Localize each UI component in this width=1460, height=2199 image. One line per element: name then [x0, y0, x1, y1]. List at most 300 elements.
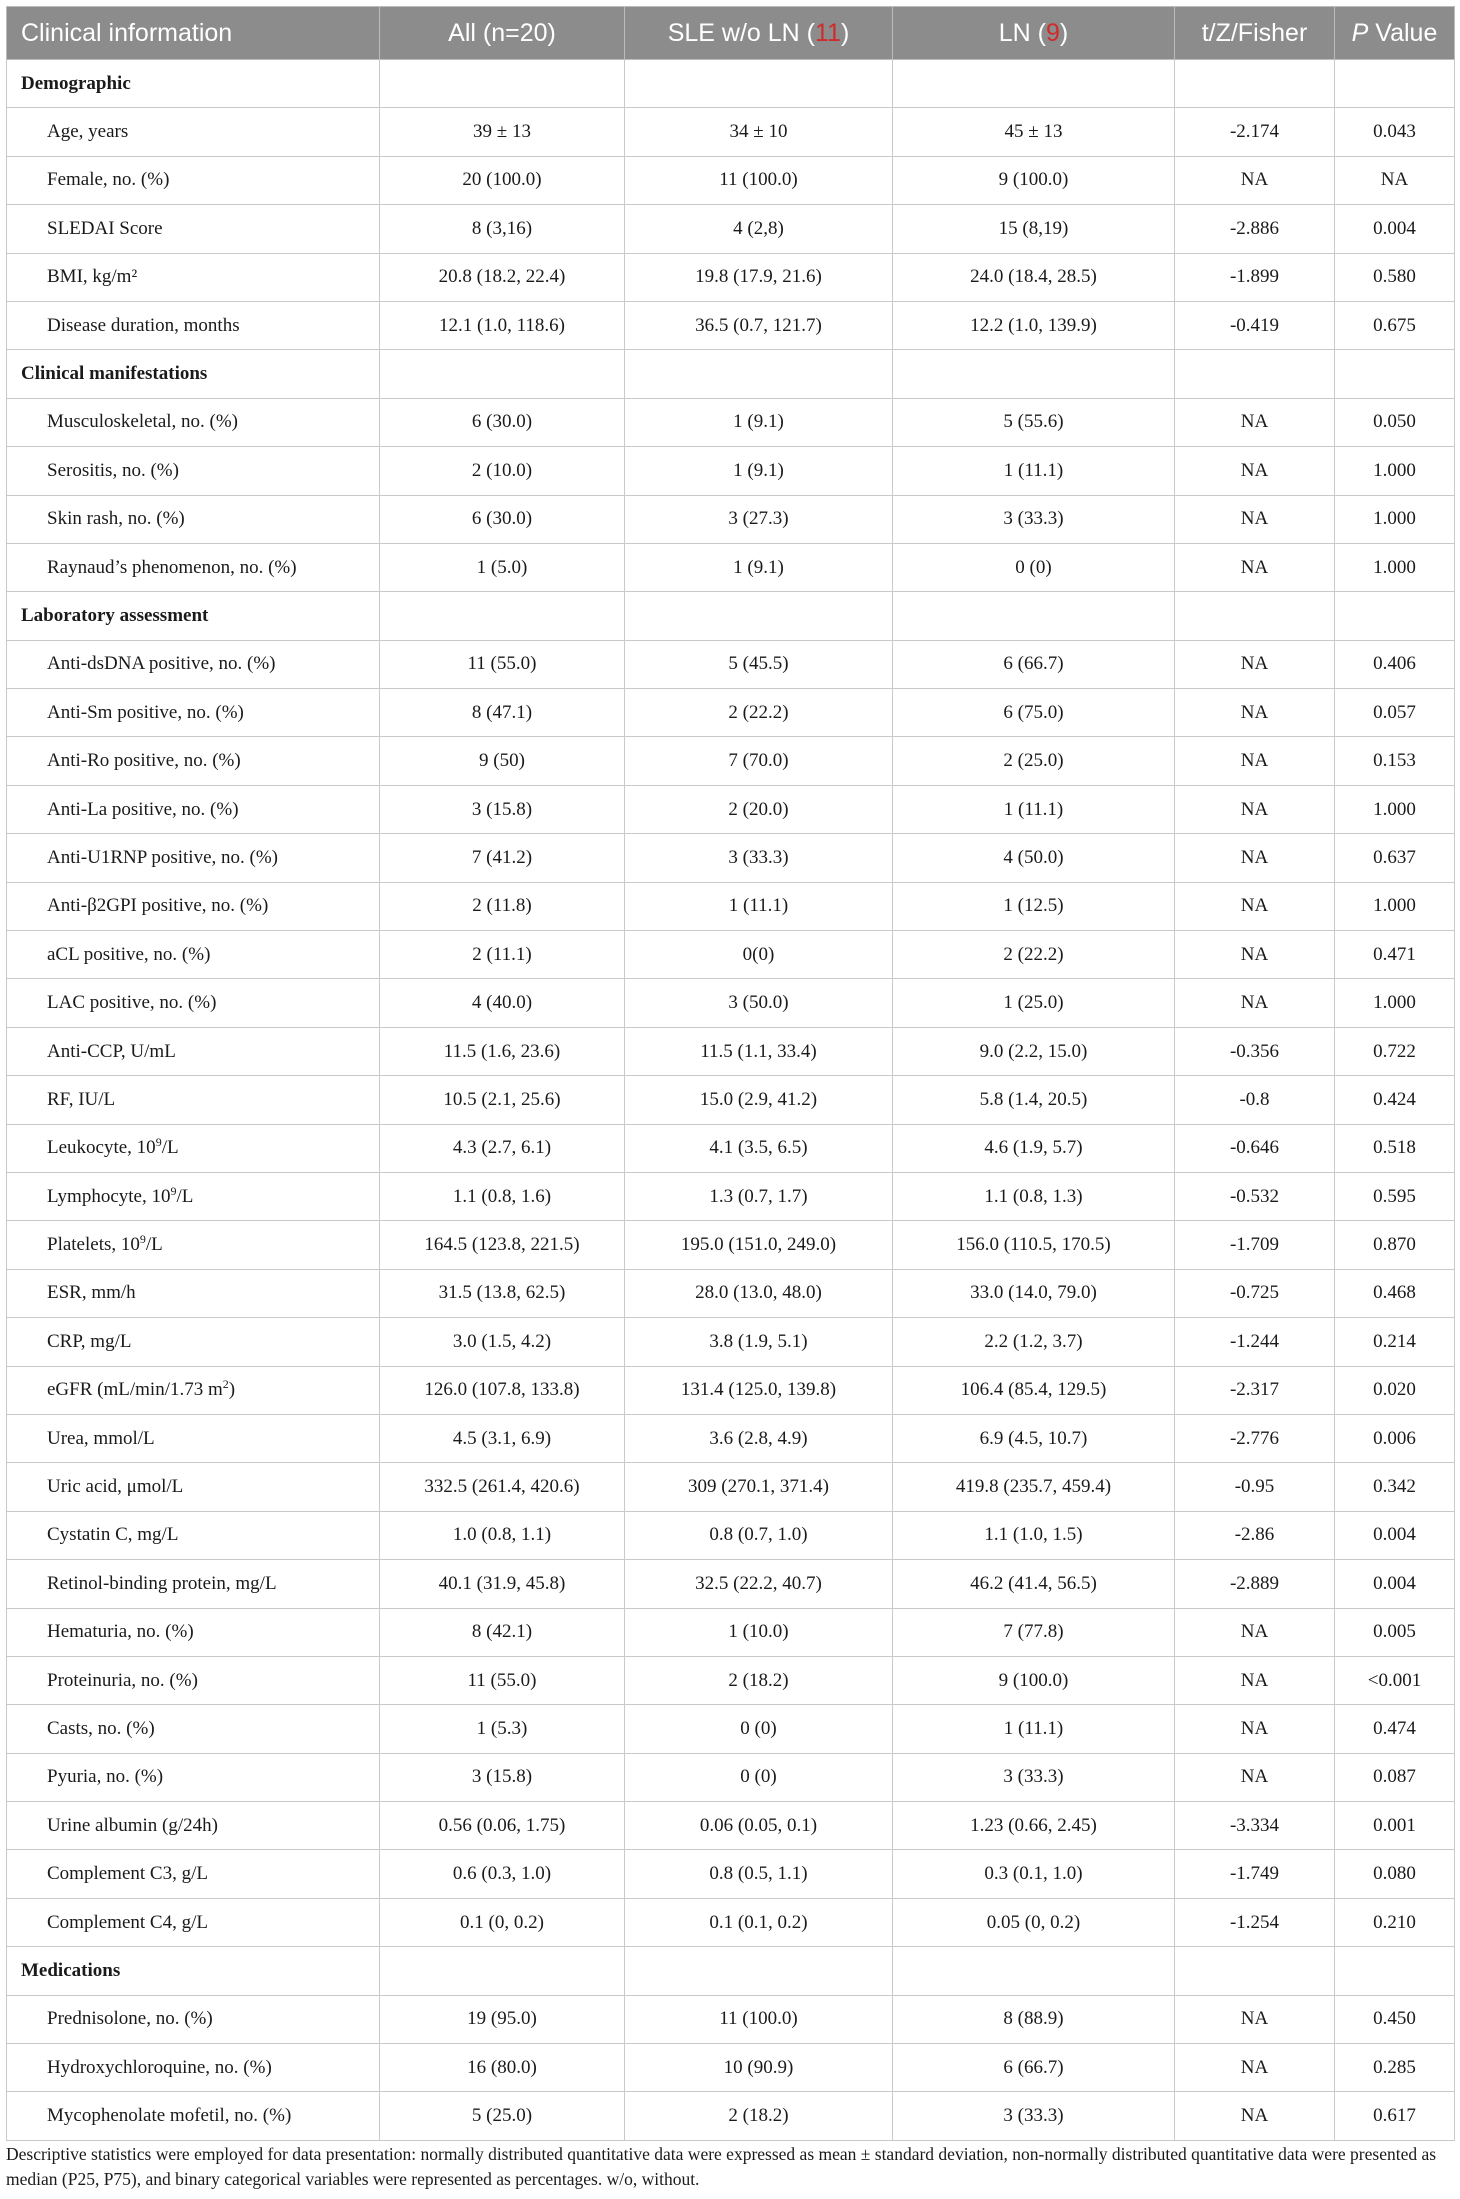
cell-test-statistic: -0.95 [1175, 1463, 1335, 1511]
row-label-text: Anti-Sm positive, no. (%) [47, 701, 244, 723]
row-label [7, 156, 380, 204]
cell-all: 3 (15.8) [380, 1753, 625, 1801]
header-row [7, 7, 1455, 60]
row-label-text: Anti-dsDNA positive, no. (%) [47, 653, 276, 675]
row-label [7, 1753, 380, 1801]
table-row [7, 1753, 1455, 1801]
cell-all: 5 (25.0) [380, 2092, 625, 2140]
cell-all: 4 (40.0) [380, 979, 625, 1027]
cell-test-statistic: -0.419 [1175, 301, 1335, 349]
cell-all: 1 (5.3) [380, 1705, 625, 1753]
row-label-text: Lymphocyte, 10 [47, 1185, 171, 1207]
empty-cell [1175, 1947, 1335, 1995]
row-label-suffix: ) [228, 1379, 236, 1401]
table-header [7, 7, 1455, 60]
table-row [7, 1076, 1455, 1124]
cell-ln: 1 (11.1) [893, 447, 1175, 495]
cell-p-value: 0.580 [1335, 253, 1455, 301]
cell-p-value: 0.595 [1335, 1172, 1455, 1220]
header-ln-suffix: ) [1059, 18, 1069, 47]
cell-all: 40.1 (31.9, 45.8) [380, 1560, 625, 1608]
cell-p-value: 0.020 [1335, 1366, 1455, 1414]
cell-ln: 45 ± 13 [893, 108, 1175, 156]
row-label [7, 1560, 380, 1608]
cell-sle-without-ln: 0.8 (0.5, 1.1) [625, 1850, 893, 1898]
cell-all: 3.0 (1.5, 4.2) [380, 1318, 625, 1366]
cell-p-value: 0.080 [1335, 1850, 1455, 1898]
table-row [7, 1027, 1455, 1075]
cell-sle-without-ln: 3 (33.3) [625, 834, 893, 882]
cell-ln: 24.0 (18.4, 28.5) [893, 253, 1175, 301]
row-label [7, 640, 380, 688]
cell-all: 0.1 (0, 0.2) [380, 1898, 625, 1946]
row-label [7, 1898, 380, 1946]
cell-p-value: 0.057 [1335, 689, 1455, 737]
row-label-text: RF, IU/L [47, 1088, 116, 1110]
cell-test-statistic: NA [1175, 1608, 1335, 1656]
row-label-text: Urine albumin (g/24h) [47, 1814, 218, 1836]
cell-sle-without-ln: 19.8 (17.9, 21.6) [625, 253, 893, 301]
cell-sle-without-ln: 1 (9.1) [625, 398, 893, 446]
cell-ln: 419.8 (235.7, 459.4) [893, 1463, 1175, 1511]
cell-sle-without-ln: 34 ± 10 [625, 108, 893, 156]
empty-cell [380, 592, 625, 640]
empty-cell [1335, 592, 1455, 640]
table-row [7, 543, 1455, 591]
table-row [7, 1802, 1455, 1850]
header-ln-n: 9 [1046, 18, 1060, 47]
empty-cell [380, 60, 625, 108]
table-body [7, 60, 1455, 2141]
row-label [7, 1608, 380, 1656]
cell-p-value: 0.870 [1335, 1221, 1455, 1269]
cell-ln: 9.0 (2.2, 15.0) [893, 1027, 1175, 1075]
empty-cell [380, 1947, 625, 1995]
cell-test-statistic: -1.749 [1175, 1850, 1335, 1898]
cell-all: 16 (80.0) [380, 2044, 625, 2092]
cell-ln: 33.0 (14.0, 79.0) [893, 1269, 1175, 1317]
row-label [7, 1656, 380, 1704]
cell-test-statistic: -0.725 [1175, 1269, 1335, 1317]
cell-ln: 4 (50.0) [893, 834, 1175, 882]
cell-all: 10.5 (2.1, 25.6) [380, 1076, 625, 1124]
table-row [7, 1463, 1455, 1511]
row-label-text: Hydroxychloroquine, no. (%) [47, 2056, 272, 2078]
cell-sle-without-ln: 5 (45.5) [625, 640, 893, 688]
table-row [7, 834, 1455, 882]
row-label [7, 398, 380, 446]
cell-sle-without-ln: 3 (27.3) [625, 495, 893, 543]
row-label-text: SLEDAI Score [47, 217, 163, 239]
header-sle-prefix: SLE w/o LN ( [667, 18, 815, 47]
table-row [7, 931, 1455, 979]
empty-cell [1335, 60, 1455, 108]
row-label-suffix: /L [145, 1234, 163, 1256]
cell-ln: 1.1 (0.8, 1.3) [893, 1172, 1175, 1220]
cell-all: 8 (42.1) [380, 1608, 625, 1656]
cell-sle-without-ln: 32.5 (22.2, 40.7) [625, 1560, 893, 1608]
cell-ln: 6 (75.0) [893, 689, 1175, 737]
cell-p-value: 0.004 [1335, 1560, 1455, 1608]
cell-test-statistic: -2.86 [1175, 1511, 1335, 1559]
row-label-text: Urea, mmol/L [47, 1427, 155, 1449]
row-label-text: Anti-La positive, no. (%) [47, 798, 239, 820]
cell-test-statistic: -2.889 [1175, 1560, 1335, 1608]
table-row [7, 1656, 1455, 1704]
cell-all: 20.8 (18.2, 22.4) [380, 253, 625, 301]
row-label-text: Serositis, no. (%) [47, 459, 179, 481]
cell-sle-without-ln: 3 (50.0) [625, 979, 893, 1027]
row-label-text: Age, years [47, 121, 129, 143]
table-row [7, 882, 1455, 930]
cell-ln: 2 (25.0) [893, 737, 1175, 785]
cell-test-statistic: -2.317 [1175, 1366, 1335, 1414]
cell-test-statistic: -1.899 [1175, 253, 1335, 301]
table-row [7, 398, 1455, 446]
row-label [7, 1705, 380, 1753]
row-label-text: CRP, mg/L [47, 1330, 132, 1352]
table-row [7, 1172, 1455, 1220]
cell-p-value: 0.210 [1335, 1898, 1455, 1946]
row-label-text: aCL positive, no. (%) [47, 943, 211, 965]
cell-sle-without-ln: 36.5 (0.7, 121.7) [625, 301, 893, 349]
cell-all: 12.1 (1.0, 118.6) [380, 301, 625, 349]
section-heading: Laboratory assessment [7, 592, 380, 640]
cell-ln: 1 (11.1) [893, 785, 1175, 833]
row-label [7, 1463, 380, 1511]
cell-all: 9 (50) [380, 737, 625, 785]
row-label-text: Anti-U1RNP positive, no. (%) [47, 846, 278, 868]
table-row [7, 785, 1455, 833]
table-row [7, 495, 1455, 543]
cell-p-value: 0.471 [1335, 931, 1455, 979]
row-label [7, 1995, 380, 2043]
cell-test-statistic: NA [1175, 1656, 1335, 1704]
row-label-suffix: /L [176, 1185, 194, 1207]
row-label-text: Proteinuria, no. (%) [47, 1669, 198, 1691]
cell-ln: 9 (100.0) [893, 156, 1175, 204]
cell-p-value: 0.006 [1335, 1414, 1455, 1462]
cell-ln: 12.2 (1.0, 139.9) [893, 301, 1175, 349]
empty-cell [1335, 1947, 1455, 1995]
empty-cell [625, 350, 893, 398]
row-label-text: Anti-β2GPI positive, no. (%) [47, 895, 269, 917]
row-label-text: LAC positive, no. (%) [47, 992, 217, 1014]
header-all: All (n=20) [380, 7, 625, 60]
row-label [7, 979, 380, 1027]
empty-cell [1175, 592, 1335, 640]
cell-sle-without-ln: 15.0 (2.9, 41.2) [625, 1076, 893, 1124]
cell-test-statistic: -1.709 [1175, 1221, 1335, 1269]
row-label-text: Disease duration, months [47, 314, 240, 336]
cell-test-statistic: NA [1175, 1705, 1335, 1753]
cell-test-statistic: -0.646 [1175, 1124, 1335, 1172]
cell-test-statistic: NA [1175, 156, 1335, 204]
cell-all: 19 (95.0) [380, 1995, 625, 2043]
cell-all: 1 (5.0) [380, 543, 625, 591]
row-label-superscript: 9 [155, 1135, 162, 1150]
cell-p-value: 1.000 [1335, 882, 1455, 930]
cell-test-statistic: -2.174 [1175, 108, 1335, 156]
cell-sle-without-ln: 0(0) [625, 931, 893, 979]
cell-test-statistic: -3.334 [1175, 1802, 1335, 1850]
row-label [7, 785, 380, 833]
cell-ln: 2.2 (1.2, 3.7) [893, 1318, 1175, 1366]
row-label-text: Retinol-binding protein, mg/L [47, 1572, 277, 1594]
row-label [7, 1414, 380, 1462]
row-label-superscript: 2 [222, 1377, 229, 1392]
row-label [7, 543, 380, 591]
cell-all: 7 (41.2) [380, 834, 625, 882]
cell-p-value: 0.087 [1335, 1753, 1455, 1801]
header-sle-without-ln [625, 7, 893, 60]
cell-test-statistic: NA [1175, 689, 1335, 737]
cell-ln: 9 (100.0) [893, 1656, 1175, 1704]
cell-p-value: NA [1335, 156, 1455, 204]
cell-test-statistic: NA [1175, 834, 1335, 882]
cell-sle-without-ln: 2 (22.2) [625, 689, 893, 737]
table-row [7, 689, 1455, 737]
cell-p-value: 0.050 [1335, 398, 1455, 446]
cell-test-statistic: NA [1175, 2044, 1335, 2092]
cell-p-value: 0.617 [1335, 2092, 1455, 2140]
cell-all: 6 (30.0) [380, 495, 625, 543]
row-label-text: BMI, kg/m² [47, 266, 138, 288]
row-label-text: Skin rash, no. (%) [47, 508, 185, 530]
empty-cell [625, 1947, 893, 1995]
row-label-text: Pyuria, no. (%) [47, 1766, 164, 1788]
cell-ln: 3 (33.3) [893, 1753, 1175, 1801]
cell-test-statistic: -2.886 [1175, 205, 1335, 253]
table-row [7, 2092, 1455, 2140]
section-row [7, 592, 1455, 640]
cell-ln: 8 (88.9) [893, 1995, 1175, 2043]
row-label-text: Anti-Ro positive, no. (%) [47, 750, 241, 772]
cell-ln: 3 (33.3) [893, 2092, 1175, 2140]
row-label [7, 1850, 380, 1898]
cell-p-value: 1.000 [1335, 785, 1455, 833]
cell-all: 11 (55.0) [380, 1656, 625, 1704]
cell-all: 2 (11.1) [380, 931, 625, 979]
cell-ln: 7 (77.8) [893, 1608, 1175, 1656]
cell-ln: 1.1 (1.0, 1.5) [893, 1511, 1175, 1559]
cell-sle-without-ln: 7 (70.0) [625, 737, 893, 785]
header-p-rest: Value [1368, 18, 1438, 47]
row-label-text: Complement C3, g/L [47, 1863, 208, 1885]
cell-p-value: 0.214 [1335, 1318, 1455, 1366]
row-label [7, 253, 380, 301]
cell-all: 8 (3,16) [380, 205, 625, 253]
empty-cell [625, 592, 893, 640]
table-row [7, 1995, 1455, 2043]
row-label-text: Anti-CCP, U/mL [47, 1040, 176, 1062]
row-label-text: Uric acid, μmol/L [47, 1476, 184, 1498]
table-footnote: Descriptive statistics were employed for data presentation: normally distributed quantitative data were expressed as mean ± standard deviation, non-normally distributed quantitative data were presented as median (P25, P75), and binary categorical variables were represented as percentages. w/o, without. [6, 2144, 1437, 2189]
cell-p-value: 0.468 [1335, 1269, 1455, 1317]
row-label [7, 495, 380, 543]
clinical-table-container [6, 6, 1454, 2141]
empty-cell [625, 60, 893, 108]
cell-ln: 0.05 (0, 0.2) [893, 1898, 1175, 1946]
table-row [7, 205, 1455, 253]
cell-p-value: 0.406 [1335, 640, 1455, 688]
cell-sle-without-ln: 0.1 (0.1, 0.2) [625, 1898, 893, 1946]
cell-ln: 46.2 (41.4, 56.5) [893, 1560, 1175, 1608]
row-label-text: eGFR (mL/min/1.73 m [47, 1379, 223, 1401]
header-p-value [1335, 7, 1455, 60]
cell-all: 1.1 (0.8, 1.6) [380, 1172, 625, 1220]
cell-sle-without-ln: 1 (9.1) [625, 447, 893, 495]
table-row [7, 1269, 1455, 1317]
cell-ln: 106.4 (85.4, 129.5) [893, 1366, 1175, 1414]
header-test-statistic: t/Z/Fisher [1175, 7, 1335, 60]
cell-sle-without-ln: 11 (100.0) [625, 1995, 893, 2043]
cell-p-value: 1.000 [1335, 447, 1455, 495]
table-row [7, 2044, 1455, 2092]
cell-p-value: 0.722 [1335, 1027, 1455, 1075]
row-label-text: Platelets, 10 [47, 1234, 140, 1256]
table-row [7, 979, 1455, 1027]
row-label [7, 1802, 380, 1850]
cell-sle-without-ln: 1.3 (0.7, 1.7) [625, 1172, 893, 1220]
cell-sle-without-ln: 3.8 (1.9, 5.1) [625, 1318, 893, 1366]
cell-sle-without-ln: 28.0 (13.0, 48.0) [625, 1269, 893, 1317]
empty-cell [893, 1947, 1175, 1995]
cell-test-statistic: NA [1175, 2092, 1335, 2140]
row-label-superscript: 9 [139, 1232, 146, 1247]
cell-test-statistic: NA [1175, 543, 1335, 591]
cell-test-statistic: NA [1175, 447, 1335, 495]
section-heading: Medications [7, 1947, 380, 1995]
cell-ln: 2 (22.2) [893, 931, 1175, 979]
empty-cell [1175, 350, 1335, 398]
section-row [7, 350, 1455, 398]
table-row [7, 1511, 1455, 1559]
row-label [7, 931, 380, 979]
cell-sle-without-ln: 0 (0) [625, 1705, 893, 1753]
cell-all: 20 (100.0) [380, 156, 625, 204]
cell-ln: 0 (0) [893, 543, 1175, 591]
empty-cell [1175, 60, 1335, 108]
cell-p-value: 0.004 [1335, 205, 1455, 253]
cell-ln: 5.8 (1.4, 20.5) [893, 1076, 1175, 1124]
row-label [7, 1221, 380, 1269]
cell-p-value: 0.450 [1335, 1995, 1455, 2043]
cell-all: 1.0 (0.8, 1.1) [380, 1511, 625, 1559]
cell-p-value: 1.000 [1335, 495, 1455, 543]
cell-p-value: 0.342 [1335, 1463, 1455, 1511]
row-label [7, 689, 380, 737]
row-label-text: Complement C4, g/L [47, 1911, 208, 1933]
cell-ln: 4.6 (1.9, 5.7) [893, 1124, 1175, 1172]
cell-ln: 6.9 (4.5, 10.7) [893, 1414, 1175, 1462]
cell-all: 164.5 (123.8, 221.5) [380, 1221, 625, 1269]
cell-p-value: 0.518 [1335, 1124, 1455, 1172]
row-label [7, 2092, 380, 2140]
cell-ln: 1 (25.0) [893, 979, 1175, 1027]
row-label-text: Cystatin C, mg/L [47, 1524, 179, 1546]
clinical-information-table [6, 6, 1455, 2141]
row-label-superscript: 9 [170, 1183, 177, 1198]
row-label-text: ESR, mm/h [47, 1282, 136, 1304]
cell-sle-without-ln: 11 (100.0) [625, 156, 893, 204]
cell-all: 6 (30.0) [380, 398, 625, 446]
cell-all: 126.0 (107.8, 133.8) [380, 1366, 625, 1414]
cell-ln: 6 (66.7) [893, 2044, 1175, 2092]
cell-all: 39 ± 13 [380, 108, 625, 156]
section-row [7, 60, 1455, 108]
cell-sle-without-ln: 1 (9.1) [625, 543, 893, 591]
row-label [7, 301, 380, 349]
cell-ln: 1.23 (0.66, 2.45) [893, 1802, 1175, 1850]
cell-sle-without-ln: 0.06 (0.05, 0.1) [625, 1802, 893, 1850]
cell-p-value: 0.043 [1335, 108, 1455, 156]
table-row [7, 1366, 1455, 1414]
table-row [7, 1608, 1455, 1656]
cell-test-statistic: NA [1175, 398, 1335, 446]
header-ln-prefix: LN ( [998, 18, 1046, 47]
table-row [7, 1898, 1455, 1946]
cell-test-statistic: NA [1175, 1995, 1335, 2043]
section-heading: Demographic [7, 60, 380, 108]
empty-cell [1335, 350, 1455, 398]
cell-sle-without-ln: 4.1 (3.5, 6.5) [625, 1124, 893, 1172]
section-heading: Clinical manifestations [7, 350, 380, 398]
cell-test-statistic: NA [1175, 882, 1335, 930]
cell-p-value: 0.675 [1335, 301, 1455, 349]
table-row [7, 1318, 1455, 1366]
cell-test-statistic: NA [1175, 979, 1335, 1027]
cell-sle-without-ln: 2 (18.2) [625, 1656, 893, 1704]
section-row [7, 1947, 1455, 1995]
row-label-text: Leukocyte, 10 [47, 1137, 156, 1159]
cell-sle-without-ln: 2 (18.2) [625, 2092, 893, 2140]
row-label [7, 1269, 380, 1317]
cell-p-value: 0.005 [1335, 1608, 1455, 1656]
cell-test-statistic: -0.8 [1175, 1076, 1335, 1124]
cell-test-statistic: -0.356 [1175, 1027, 1335, 1075]
table-row [7, 447, 1455, 495]
cell-all: 2 (10.0) [380, 447, 625, 495]
row-label [7, 1318, 380, 1366]
header-sle-n: 11 [815, 18, 841, 47]
row-label [7, 1366, 380, 1414]
cell-ln: 156.0 (110.5, 170.5) [893, 1221, 1175, 1269]
cell-sle-without-ln: 1 (10.0) [625, 1608, 893, 1656]
cell-test-statistic: -1.244 [1175, 1318, 1335, 1366]
cell-sle-without-ln: 0.8 (0.7, 1.0) [625, 1511, 893, 1559]
table-row [7, 1414, 1455, 1462]
cell-ln: 6 (66.7) [893, 640, 1175, 688]
row-label-text: Casts, no. (%) [47, 1717, 155, 1739]
cell-all: 3 (15.8) [380, 785, 625, 833]
row-label [7, 1511, 380, 1559]
cell-p-value: 0.001 [1335, 1802, 1455, 1850]
table-row [7, 301, 1455, 349]
row-label-suffix: /L [161, 1137, 179, 1159]
cell-sle-without-ln: 10 (90.9) [625, 2044, 893, 2092]
cell-all: 11.5 (1.6, 23.6) [380, 1027, 625, 1075]
table-row [7, 737, 1455, 785]
row-label [7, 834, 380, 882]
cell-ln: 15 (8,19) [893, 205, 1175, 253]
cell-test-statistic: NA [1175, 931, 1335, 979]
row-label [7, 1027, 380, 1075]
empty-cell [893, 592, 1175, 640]
row-label [7, 1172, 380, 1220]
cell-test-statistic: NA [1175, 495, 1335, 543]
row-label-text: Raynaud’s phenomenon, no. (%) [47, 556, 297, 578]
